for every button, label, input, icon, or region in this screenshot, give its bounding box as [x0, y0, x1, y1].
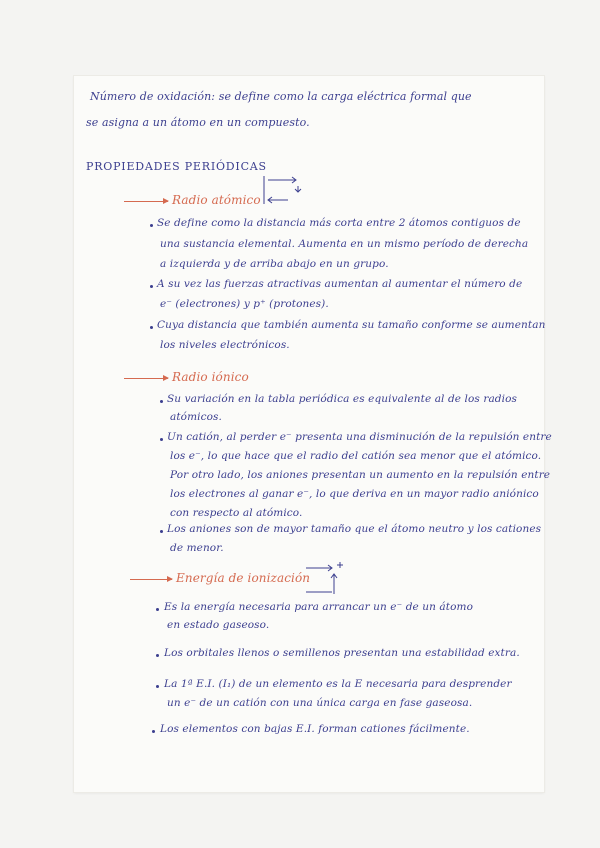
radio-atomico-b1-l1: Se define como la distancia más corta entre 2 átomos contiguos de — [157, 217, 521, 229]
trend-diagram-radio-atomico — [258, 172, 306, 208]
bullet-dot — [150, 224, 153, 227]
radio-ionico-b2-l1: Un catión, al perder e⁻ presenta una disminución de la repulsión entre — [167, 431, 552, 443]
definition-line-1: Número de oxidación: se define como la carga eléctrica formal que — [90, 90, 472, 103]
radio-atomico-b2-l2: e⁻ (electrones) y p⁺ (protones). — [160, 298, 329, 310]
bullet-dot — [160, 400, 163, 403]
radio-ionico-b2-l4: los electrones al ganar e⁻, lo que deriva en un mayor radio aniónico — [170, 488, 539, 500]
energia-ionizacion-b3-l2: un e⁻ de un catión con una única carga en fase gaseosa. — [167, 697, 473, 709]
bullet-dot — [150, 285, 153, 288]
radio-atomico-b1-l3: a izquierda y de arriba abajo en un grupo. — [160, 258, 389, 270]
radio-atomico-b3-l1: Cuya distancia que también aumenta su tamaño conforme se aumentan — [157, 319, 546, 331]
radio-atomico-b3-l2: los niveles electrónicos. — [160, 339, 290, 351]
energia-ionizacion-b3-l1: La 1ª E.I. (I₁) de un elemento es la E necesaria para desprender — [164, 678, 512, 690]
energia-ionizacion-b4-l1: Los elementos con bajas E.I. forman cationes fácilmente. — [160, 723, 470, 735]
definition-line-2: se asigna a un átomo en un compuesto. — [86, 116, 310, 129]
heading-energia-ionizacion: Energía de ionización — [176, 571, 311, 585]
trend-diagram-energia-ionizacion — [302, 560, 348, 600]
radio-ionico-b1-l1: Su variación en la tabla periódica es equivalente al de los radios — [167, 393, 517, 405]
bullet-dot — [152, 730, 155, 733]
heading-arrow-radio-atomico — [124, 201, 168, 202]
bullet-dot — [160, 530, 163, 533]
radio-atomico-b1-l2: una sustancia elemental. Aumenta en un mismo período de derecha — [160, 238, 529, 250]
heading-radio-atomico: Radio atómico — [172, 193, 261, 207]
energia-ionizacion-b1-l2: en estado gaseoso. — [167, 619, 270, 631]
bullet-dot — [156, 685, 159, 688]
radio-ionico-b2-l2: los e⁻, lo que hace que el radio del catión sea menor que el atómico. — [170, 450, 542, 462]
radio-atomico-b2-l1: A su vez las fuerzas atractivas aumentan al aumentar el número de — [157, 278, 523, 290]
bullet-dot — [160, 438, 163, 441]
radio-ionico-b1-l2: atómicos. — [170, 411, 222, 423]
radio-ionico-b3-l2: de menor. — [170, 542, 224, 554]
radio-ionico-b2-l5: con respecto al atómico. — [170, 507, 303, 519]
energia-ionizacion-b1-l1: Es la energía necesaria para arrancar un e⁻ de un átomo — [164, 601, 474, 613]
radio-ionico-b3-l1: Los aniones son de mayor tamaño que el átomo neutro y los cationes — [167, 523, 542, 535]
bullet-dot — [156, 608, 159, 611]
bullet-dot — [150, 326, 153, 329]
heading-arrow-energia-ionizacion — [130, 579, 172, 580]
heading-radio-ionico: Radio iónico — [172, 370, 249, 384]
radio-ionico-b2-l3: Por otro lado, los aniones presentan un aumento en la repulsión entre — [170, 469, 551, 481]
page-title: PROPIEDADES PERIÓDICAS — [86, 160, 267, 173]
energia-ionizacion-b2-l1: Los orbitales llenos o semillenos presentan una estabilidad extra. — [164, 647, 520, 659]
heading-arrow-radio-ionico — [124, 378, 168, 379]
bullet-dot — [156, 654, 159, 657]
